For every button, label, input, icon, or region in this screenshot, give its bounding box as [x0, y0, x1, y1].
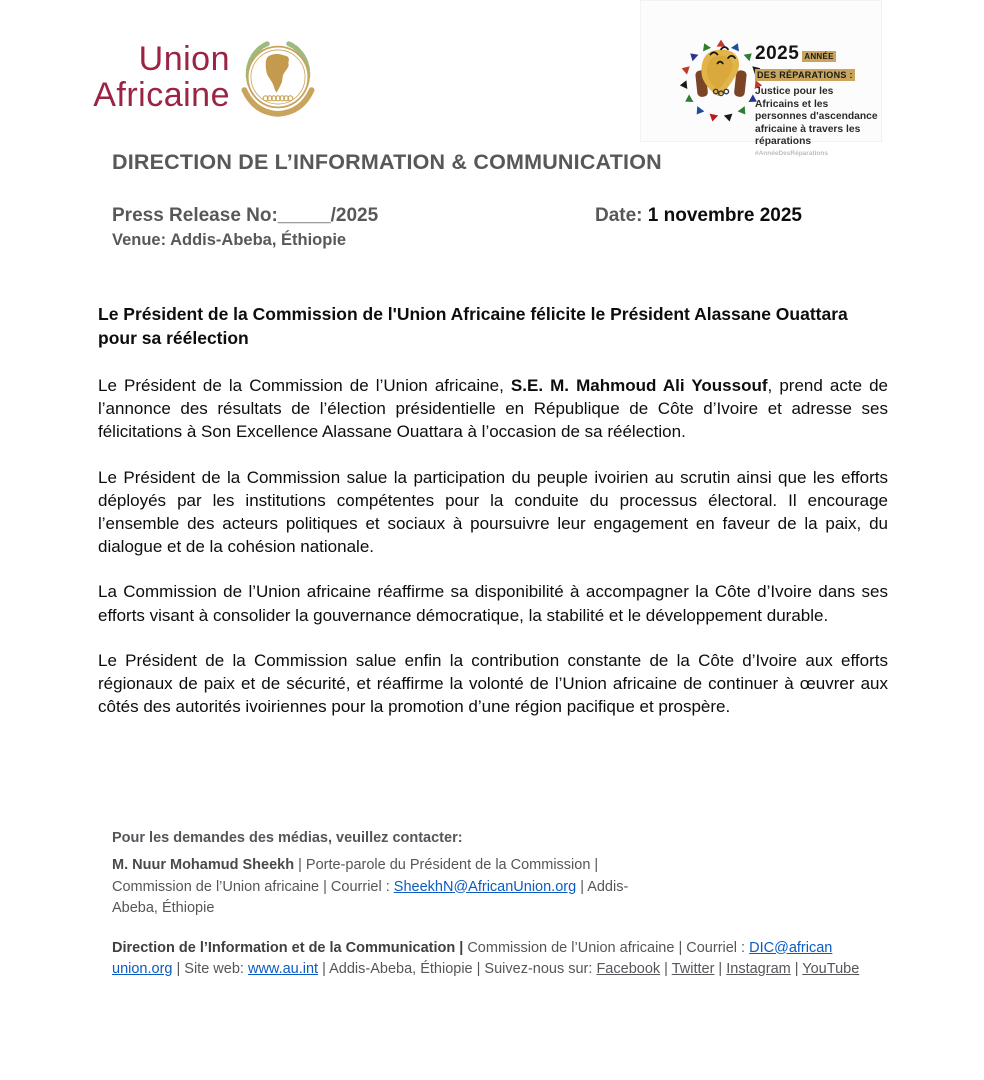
reparations-hashtag: #AnnéeDesRéparations [755, 149, 828, 157]
reparations-tagline: Justice pour les Africains et les personnes d'ascendance africaine à travers les réparations [755, 86, 878, 147]
reparations-year: 2025 [755, 43, 800, 64]
twitter-link[interactable]: Twitter [671, 961, 715, 977]
paragraph-1-pre: Le Président de la Commission de l’Union africaine, [98, 376, 511, 395]
spokesperson-location: | Addis-Abeba, Éthiopie [112, 878, 629, 916]
press-release-body [98, 302, 888, 740]
reparations-2025-logo [640, 0, 882, 157]
paragraph-1-bold-name: S.E. M. Mahmoud Ali Youssouf [510, 376, 768, 395]
dic-website-link[interactable]: www.au.int [247, 961, 319, 977]
dic-mid3: | Addis-Abeba, Éthiopie | Suivez-nous sur: [318, 961, 597, 977]
dic-mid1: Commission de l’Union africaine | Courriel : [463, 939, 750, 956]
african-union-logo [82, 36, 319, 118]
spokesperson-role: | Porte-parole du Président de la Commission | Commission de l’Union africaine | Courriel : [112, 857, 599, 895]
press-release-title: Le Président de la Commission de l'Union Africaine félicite le Président Alassane Ouattara pour sa réélection [98, 304, 848, 348]
paragraph-1 [98, 374, 888, 444]
spokesperson-email-link[interactable]: SheekhN@AfricanUnion.org [393, 878, 577, 895]
venue-line: Venue: Addis-Abeba, Éthiopie [112, 231, 347, 249]
paragraph-4: Le Président de la Commission salue enfin la contribution constante de la Côte d’Ivoire aux efforts régionaux de paix et de sécurité, et réaffirme la volonté de l’Union africaine de continuer à œuvrer aux côtés des autorités ivoiriennes pour la promotion d’une région pacifique et prospère. [98, 650, 888, 717]
reparations-text-block [755, 43, 879, 157]
paragraph-1-post: , prend acte de l’annonce des résultats de l’élection présidentielle en République de Côte d’Ivoire et adresse ses félicitations à Son Excellence Alassane Ouattara à l’occasion de sa réélection. [98, 376, 889, 442]
reparations-label-top: ANNÉE [804, 52, 834, 61]
footer [112, 830, 878, 981]
paragraph-2: Le Président de la Commission salue la participation du peuple ivoirien au scrutin ainsi que les efforts déployés par les institutions compétentes pour la conduite du processus électoral. Il encourage l’ensemble des acteurs politiques et sociaux à poursuivre leur engagement en faveur de la paix, du dialogue et de la cohésion nationale. [98, 467, 888, 557]
reparations-emblem-icon [677, 37, 765, 125]
au-emblem-icon [237, 36, 319, 118]
spokesperson-contact [112, 855, 646, 920]
date-label: Date: [595, 205, 648, 226]
spokesperson-name: M. Nuur Mohamud Sheekh [112, 857, 295, 873]
au-logo-line1: Union [138, 40, 230, 78]
dic-title: Direction de l’Information et de la Communication | [112, 939, 464, 956]
paragraph-3: La Commission de l’Union africaine réaffirme sa disponibilité à accompagner la Côte d’Ivoire dans ses efforts visant à consolider la gouvernance démocratique, la stabilité et le développement durable. [98, 582, 888, 625]
dic-email-link[interactable]: DIC@african union.org [112, 939, 833, 977]
date-value: 1 novembre 2025 [647, 205, 802, 226]
dic-contact [112, 938, 878, 981]
instagram-link[interactable]: Instagram [726, 961, 791, 977]
youtube-link[interactable]: YouTube [802, 961, 860, 977]
reparations-label-bottom: DES RÉPARATIONS : [757, 70, 853, 80]
au-logo-wordmark [82, 41, 230, 113]
social-separator-1: | [660, 961, 672, 977]
social-separator-3: | [790, 961, 803, 977]
department-heading: DIRECTION DE L’INFORMATION & COMMUNICATION [112, 150, 662, 174]
date-line [595, 205, 802, 227]
au-logo-line2: Africaine [93, 76, 230, 114]
social-separator-2: | [714, 961, 727, 977]
press-release-number: Press Release No:_____/2025 [112, 205, 379, 226]
facebook-link[interactable]: Facebook [596, 961, 661, 977]
dic-mid2: | Site web: [172, 961, 248, 977]
media-contact-heading: Pour les demandes des médias, veuillez contacter: [112, 830, 463, 846]
